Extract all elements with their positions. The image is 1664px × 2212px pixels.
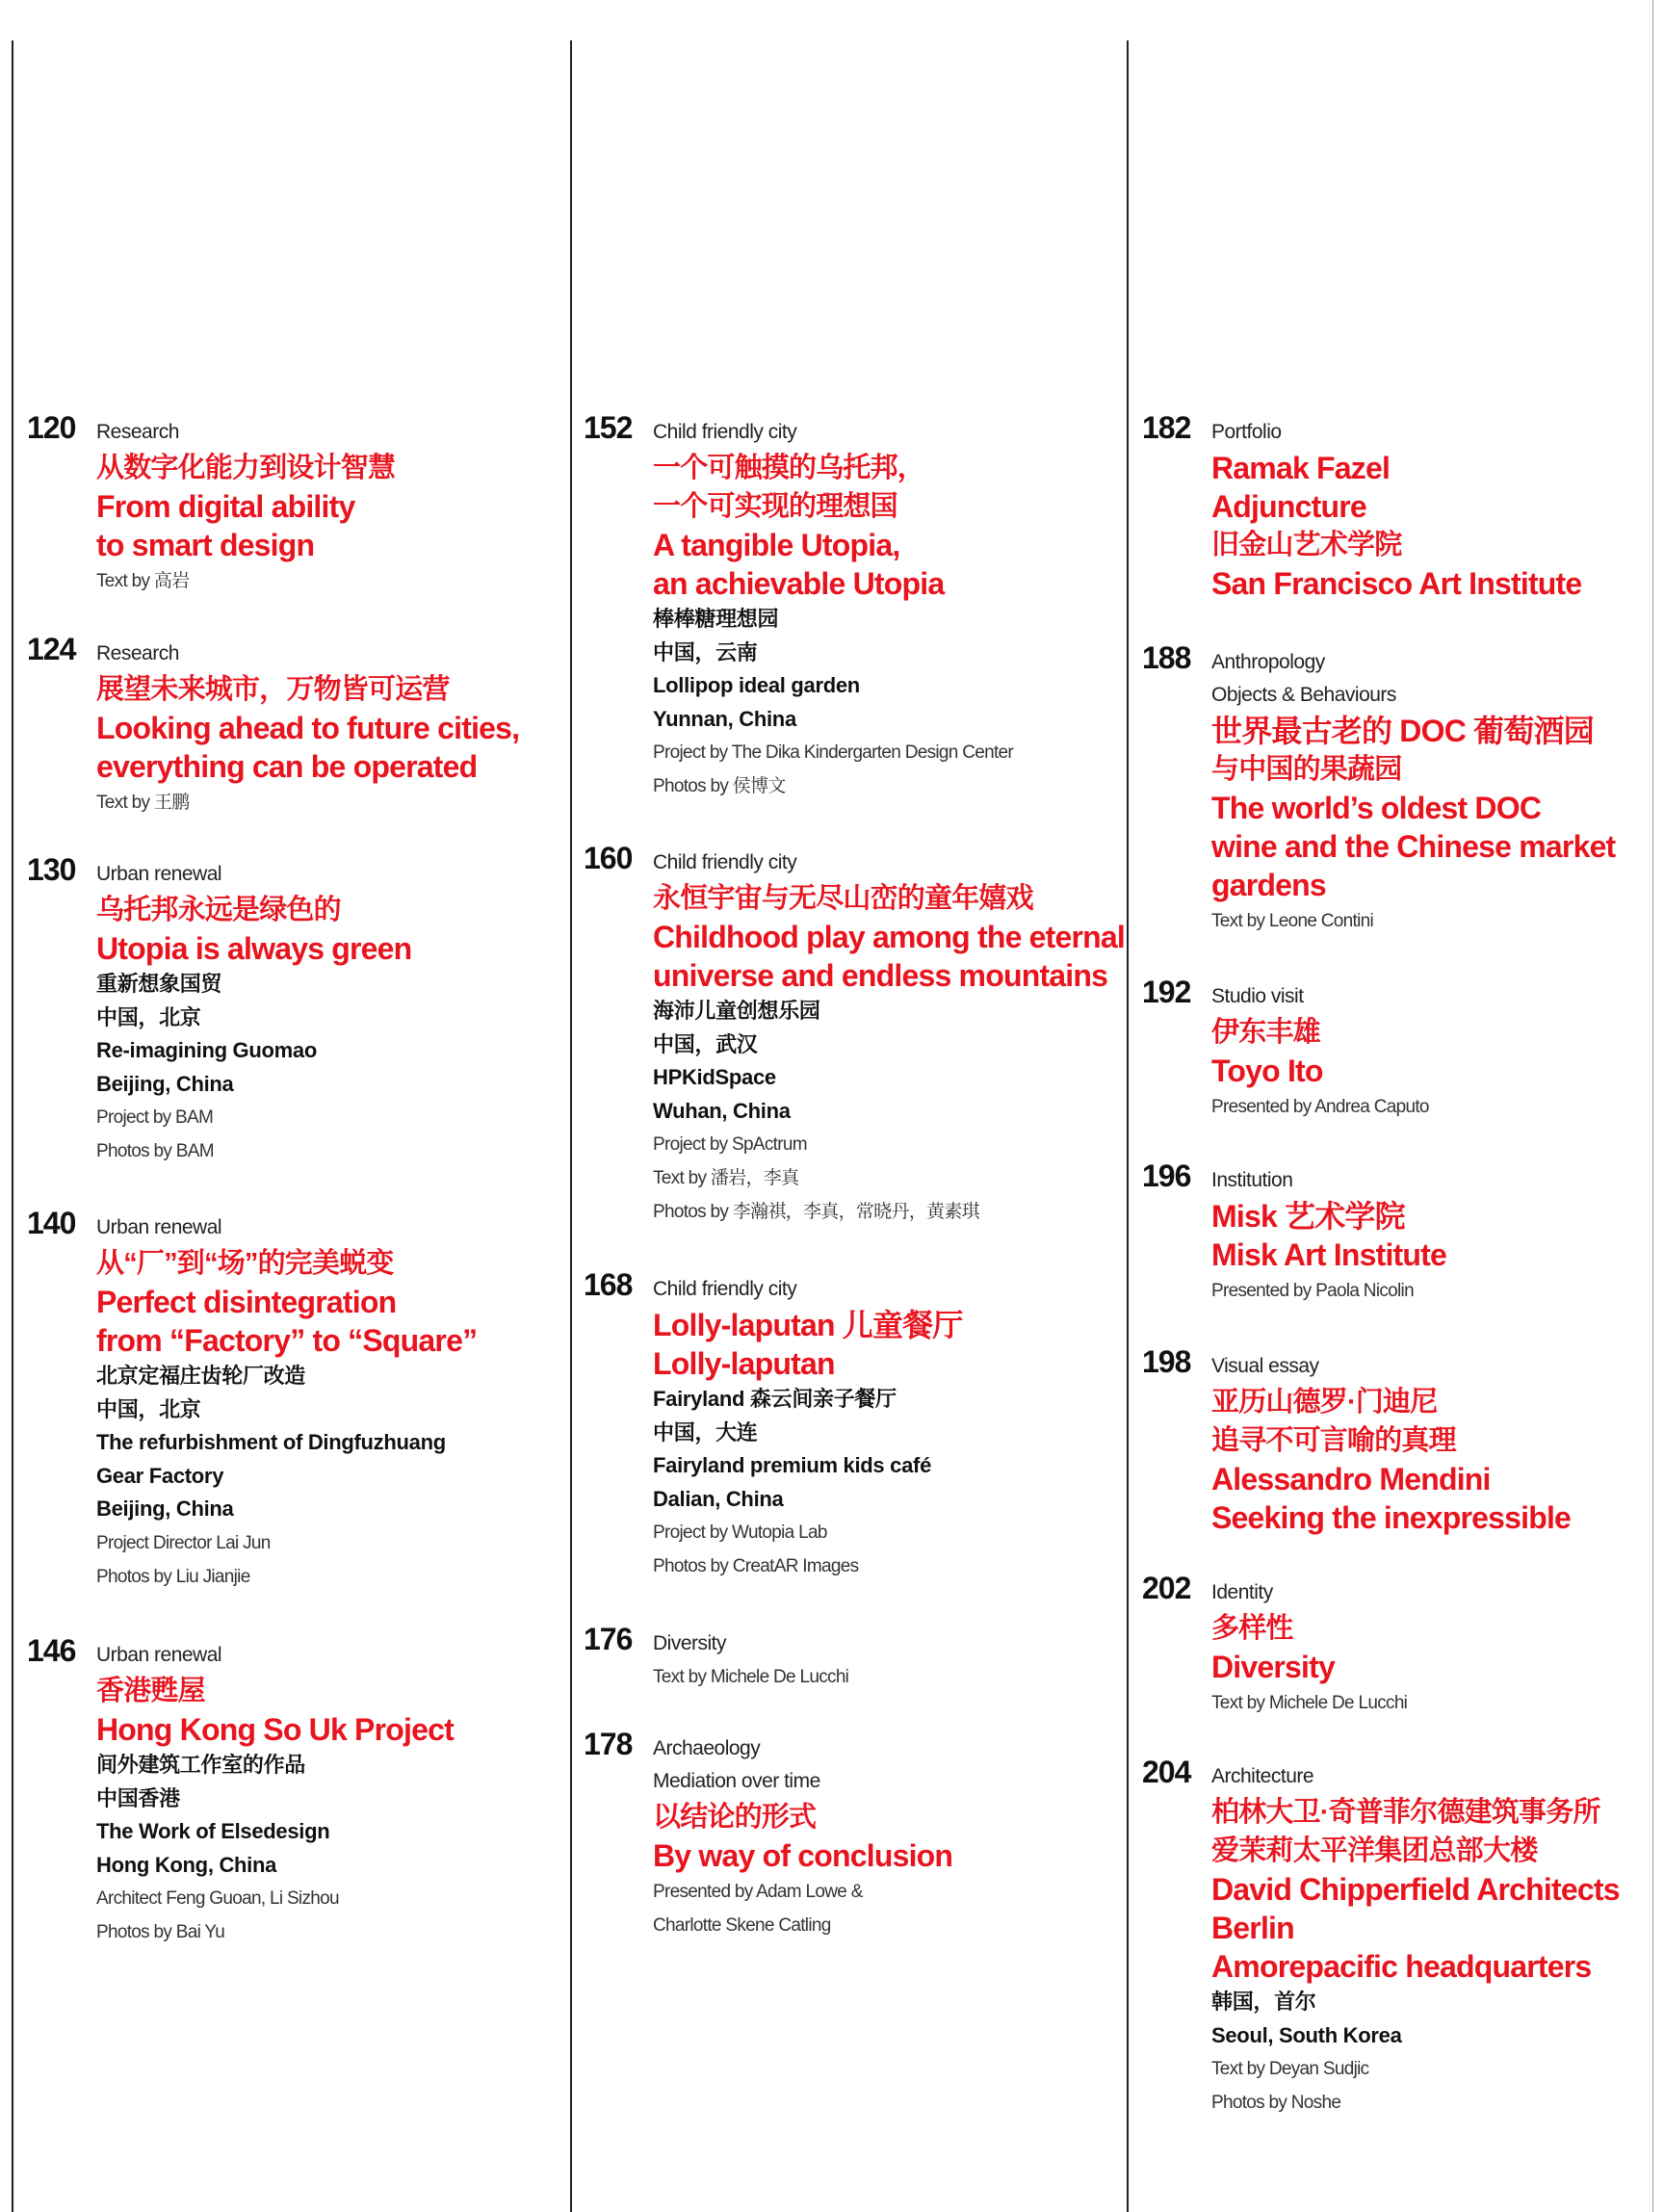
section-category: Visual essay — [1211, 1355, 1319, 1377]
article-title: 展望未来城市，万物皆可运营 — [96, 674, 450, 705]
project-info: Beijing, China — [96, 1496, 234, 1521]
project-info: 中国，武汉 — [653, 1031, 758, 1056]
project-info: 韩国，首尔 — [1211, 1990, 1316, 2014]
entry-body — [653, 1273, 1134, 1583]
project-info: 棒棒糖理想园 — [653, 607, 779, 631]
credit-line: Photos by Liu Jianjie — [96, 1566, 250, 1587]
entry-body — [653, 1732, 1134, 1942]
project-info: 海沛儿童创想乐园 — [653, 999, 820, 1023]
credit-line: Presented by Adam Lowe & — [653, 1882, 863, 1902]
article-title: 香港甦屋 — [96, 1676, 205, 1706]
project-info: Dalian, China — [653, 1486, 784, 1511]
credit-line: Text by Michele De Lucchi — [1211, 1693, 1408, 1713]
credit-line: Photos by Noshe — [1211, 2093, 1341, 2113]
article-title: Berlin — [1211, 1911, 1294, 1945]
article-title: gardens — [1211, 868, 1326, 902]
page-number: 196 — [1142, 1158, 1191, 1193]
page-number: 188 — [1142, 640, 1191, 675]
article-title: Utopia is always green — [96, 931, 412, 966]
page-number: 120 — [27, 410, 76, 445]
article-title: Misk Art Institute — [1211, 1237, 1446, 1272]
entry-body — [96, 416, 578, 598]
project-info: The refurbishment of Dingfuzhuang — [96, 1430, 446, 1454]
project-info: 间外建筑工作室的作品 — [96, 1753, 306, 1777]
entry-body — [1211, 1576, 1664, 1720]
article-title: 多样性 — [1211, 1613, 1293, 1644]
entry-body — [96, 1639, 578, 1949]
credit-line: Project by The Dika Kindergarten Design Center — [653, 742, 1014, 763]
credit-line: Presented by Paola Nicolin — [1211, 1281, 1414, 1301]
section-category: Research — [96, 421, 179, 443]
entry-body — [96, 638, 578, 820]
page-number: 152 — [584, 410, 633, 445]
article-title: 乌托邦永远是绿色的 — [96, 895, 341, 925]
project-info: Seoul, South Korea — [1211, 2022, 1402, 2047]
article-title: Misk 艺术学院 — [1211, 1199, 1405, 1234]
article-title: Ramak Fazel — [1211, 451, 1391, 485]
entry-body — [653, 846, 1134, 1229]
article-title: an achievable Utopia — [653, 566, 945, 601]
credit-line: Text by Leone Contini — [1211, 911, 1374, 931]
page-number: 176 — [584, 1622, 633, 1656]
credit-line: Charlotte Skene Catling — [653, 1915, 831, 1936]
page-number: 192 — [1142, 975, 1191, 1009]
project-info: The Work of Elsedesign — [96, 1819, 330, 1843]
article-title: from “Factory” to “Square” — [96, 1323, 478, 1358]
project-info: HPKidSpace — [653, 1065, 776, 1089]
project-info: Fairyland 森云间亲子餐厅 — [653, 1387, 897, 1411]
project-info: Fairyland premium kids café — [653, 1453, 932, 1477]
project-info: 中国，云南 — [653, 639, 758, 664]
article-title: Toyo Ito — [1211, 1054, 1323, 1088]
page-number: 146 — [27, 1633, 76, 1668]
entry-body — [1211, 980, 1664, 1124]
section-category: Child friendly city — [653, 1278, 797, 1300]
credit-line: Presented by Andrea Caputo — [1211, 1097, 1429, 1117]
credit-line: Text by Michele De Lucchi — [653, 1667, 849, 1687]
article-title: By way of conclusion — [653, 1838, 953, 1873]
section-category: Studio visit — [1211, 985, 1304, 1007]
page-number: 182 — [1142, 410, 1191, 445]
credit-line: Photos by CreatAR Images — [653, 1556, 859, 1576]
page-number: 124 — [27, 632, 76, 666]
article-title: Lolly-laputan 儿童餐厅 — [653, 1308, 963, 1342]
article-title: 从数字化能力到设计智慧 — [96, 453, 396, 483]
credit-line: Photos by 侯博文 — [653, 776, 786, 796]
article-title: Lolly-laputan — [653, 1346, 835, 1381]
project-info: Wuhan, China — [653, 1098, 791, 1123]
project-info: 中国，北京 — [96, 1004, 201, 1029]
credit-line: Project by BAM — [96, 1107, 214, 1128]
credit-line: Text by Deyan Sudjic — [1211, 2059, 1369, 2079]
article-title: Alessandro Mendini — [1211, 1462, 1491, 1496]
credit-line: Project by SpActrum — [653, 1134, 807, 1155]
section-category: Archaeology — [653, 1737, 761, 1759]
entry-body — [1211, 1350, 1664, 1537]
credit-line: Photos by BAM — [96, 1141, 214, 1161]
project-info: Hong Kong, China — [96, 1852, 277, 1877]
article-title: wine and the Chinese market — [1211, 829, 1616, 864]
entry-body — [653, 416, 1134, 803]
section-category: Diversity — [653, 1632, 727, 1654]
article-title: universe and endless mountains — [653, 958, 1108, 993]
credit-line: Text by 潘岩，李真 — [653, 1168, 799, 1188]
credit-line: Project Director Lai Jun — [96, 1532, 271, 1553]
article-title: 柏林大卫·奇普菲尔德建筑事务所 — [1211, 1797, 1600, 1828]
page-number: 160 — [584, 841, 633, 875]
article-title: San Francisco Art Institute — [1211, 566, 1582, 601]
section-category: Mediation over time — [653, 1770, 820, 1792]
article-title: 世界最古老的 DOC 葡萄酒园 — [1211, 714, 1594, 748]
page-number: 202 — [1142, 1571, 1191, 1605]
article-title: Seeking the inexpressible — [1211, 1500, 1572, 1535]
article-title: Adjuncture — [1211, 489, 1366, 524]
article-title: 伊东丰雄 — [1211, 1017, 1320, 1048]
section-category: Child friendly city — [653, 421, 797, 443]
section-category: Child friendly city — [653, 851, 797, 873]
entry-body — [1211, 646, 1664, 938]
article-title: Perfect disintegration — [96, 1285, 397, 1319]
section-category: Urban renewal — [96, 1644, 222, 1666]
project-info: Lollipop ideal garden — [653, 673, 860, 697]
entry-body — [96, 858, 578, 1168]
entry-body — [96, 1211, 578, 1594]
credit-line: Photos by 李瀚祺，李真，常晓丹，黄素琪 — [653, 1202, 979, 1222]
credit-line: Text by 王鹏 — [96, 793, 190, 813]
section-category: Urban renewal — [96, 863, 222, 885]
project-info: Re-imagining Guomao — [96, 1038, 317, 1062]
article-title: Amorepacific headquarters — [1211, 1949, 1592, 1984]
article-title: 以结论的形式 — [653, 1802, 817, 1833]
project-info: Beijing, China — [96, 1071, 234, 1096]
article-title: 与中国的果蔬园 — [1211, 754, 1402, 785]
entry-body — [1211, 1760, 1664, 2120]
entry-body — [653, 1627, 1134, 1694]
page-number: 178 — [584, 1727, 633, 1761]
project-info: 北京定福庄齿轮厂改造 — [96, 1364, 306, 1388]
article-title: 旧金山艺术学院 — [1211, 530, 1402, 560]
article-title: The world’s oldest DOC — [1211, 791, 1542, 825]
section-category: Institution — [1211, 1169, 1293, 1191]
article-title: 一个可实现的理想国 — [653, 491, 897, 522]
article-title: 爱茉莉太平洋集团总部大楼 — [1211, 1835, 1538, 1866]
section-category: Research — [96, 642, 179, 664]
page-number: 198 — [1142, 1344, 1191, 1379]
page-number: 204 — [1142, 1755, 1191, 1789]
article-title: David Chipperfield Architects — [1211, 1872, 1620, 1907]
section-category: Portfolio — [1211, 421, 1282, 443]
credit-line: Architect Feng Guoan, Li Sizhou — [96, 1888, 339, 1909]
article-title: 从“厂”到“场”的完美蜕变 — [96, 1248, 394, 1279]
article-title: to smart design — [96, 528, 315, 562]
section-category: Identity — [1211, 1581, 1273, 1603]
article-title: Hong Kong So Uk Project — [96, 1712, 454, 1747]
entry-body — [1211, 1164, 1664, 1308]
article-title: Looking ahead to future cities, — [96, 711, 520, 745]
credit-line: Photos by Bai Yu — [96, 1922, 225, 1942]
article-title: A tangible Utopia, — [653, 528, 900, 562]
article-title: 一个可触摸的乌托邦， — [653, 453, 925, 483]
project-info: Gear Factory — [96, 1463, 224, 1488]
article-title: 追寻不可言喻的真理 — [1211, 1425, 1456, 1456]
section-category: Objects & Behaviours — [1211, 684, 1396, 706]
column-rule-left — [12, 40, 13, 2212]
section-category: Architecture — [1211, 1765, 1314, 1787]
article-title: Childhood play among the eternal — [653, 920, 1125, 954]
article-title: 永恒宇宙与无尽山峦的童年嬉戏 — [653, 883, 1033, 914]
page-number: 168 — [584, 1267, 633, 1302]
project-info: 中国香港 — [96, 1785, 180, 1810]
project-info: 重新想象国贸 — [96, 972, 222, 996]
project-info: 中国，北京 — [96, 1396, 201, 1421]
article-title: 亚历山德罗·门迪尼 — [1211, 1387, 1438, 1418]
article-title: From digital ability — [96, 489, 355, 524]
project-info: Yunnan, China — [653, 706, 796, 731]
article-title: Diversity — [1211, 1650, 1335, 1684]
credit-line: Project by Wutopia Lab — [653, 1522, 827, 1543]
section-category: Urban renewal — [96, 1216, 222, 1238]
page-number: 130 — [27, 852, 76, 887]
credit-line: Text by 高岩 — [96, 571, 190, 591]
section-category: Anthropology — [1211, 651, 1325, 673]
article-title: everything can be operated — [96, 749, 478, 784]
project-info: 中国，大连 — [653, 1419, 758, 1444]
page-number: 140 — [27, 1206, 76, 1240]
entry-body — [1211, 416, 1664, 603]
